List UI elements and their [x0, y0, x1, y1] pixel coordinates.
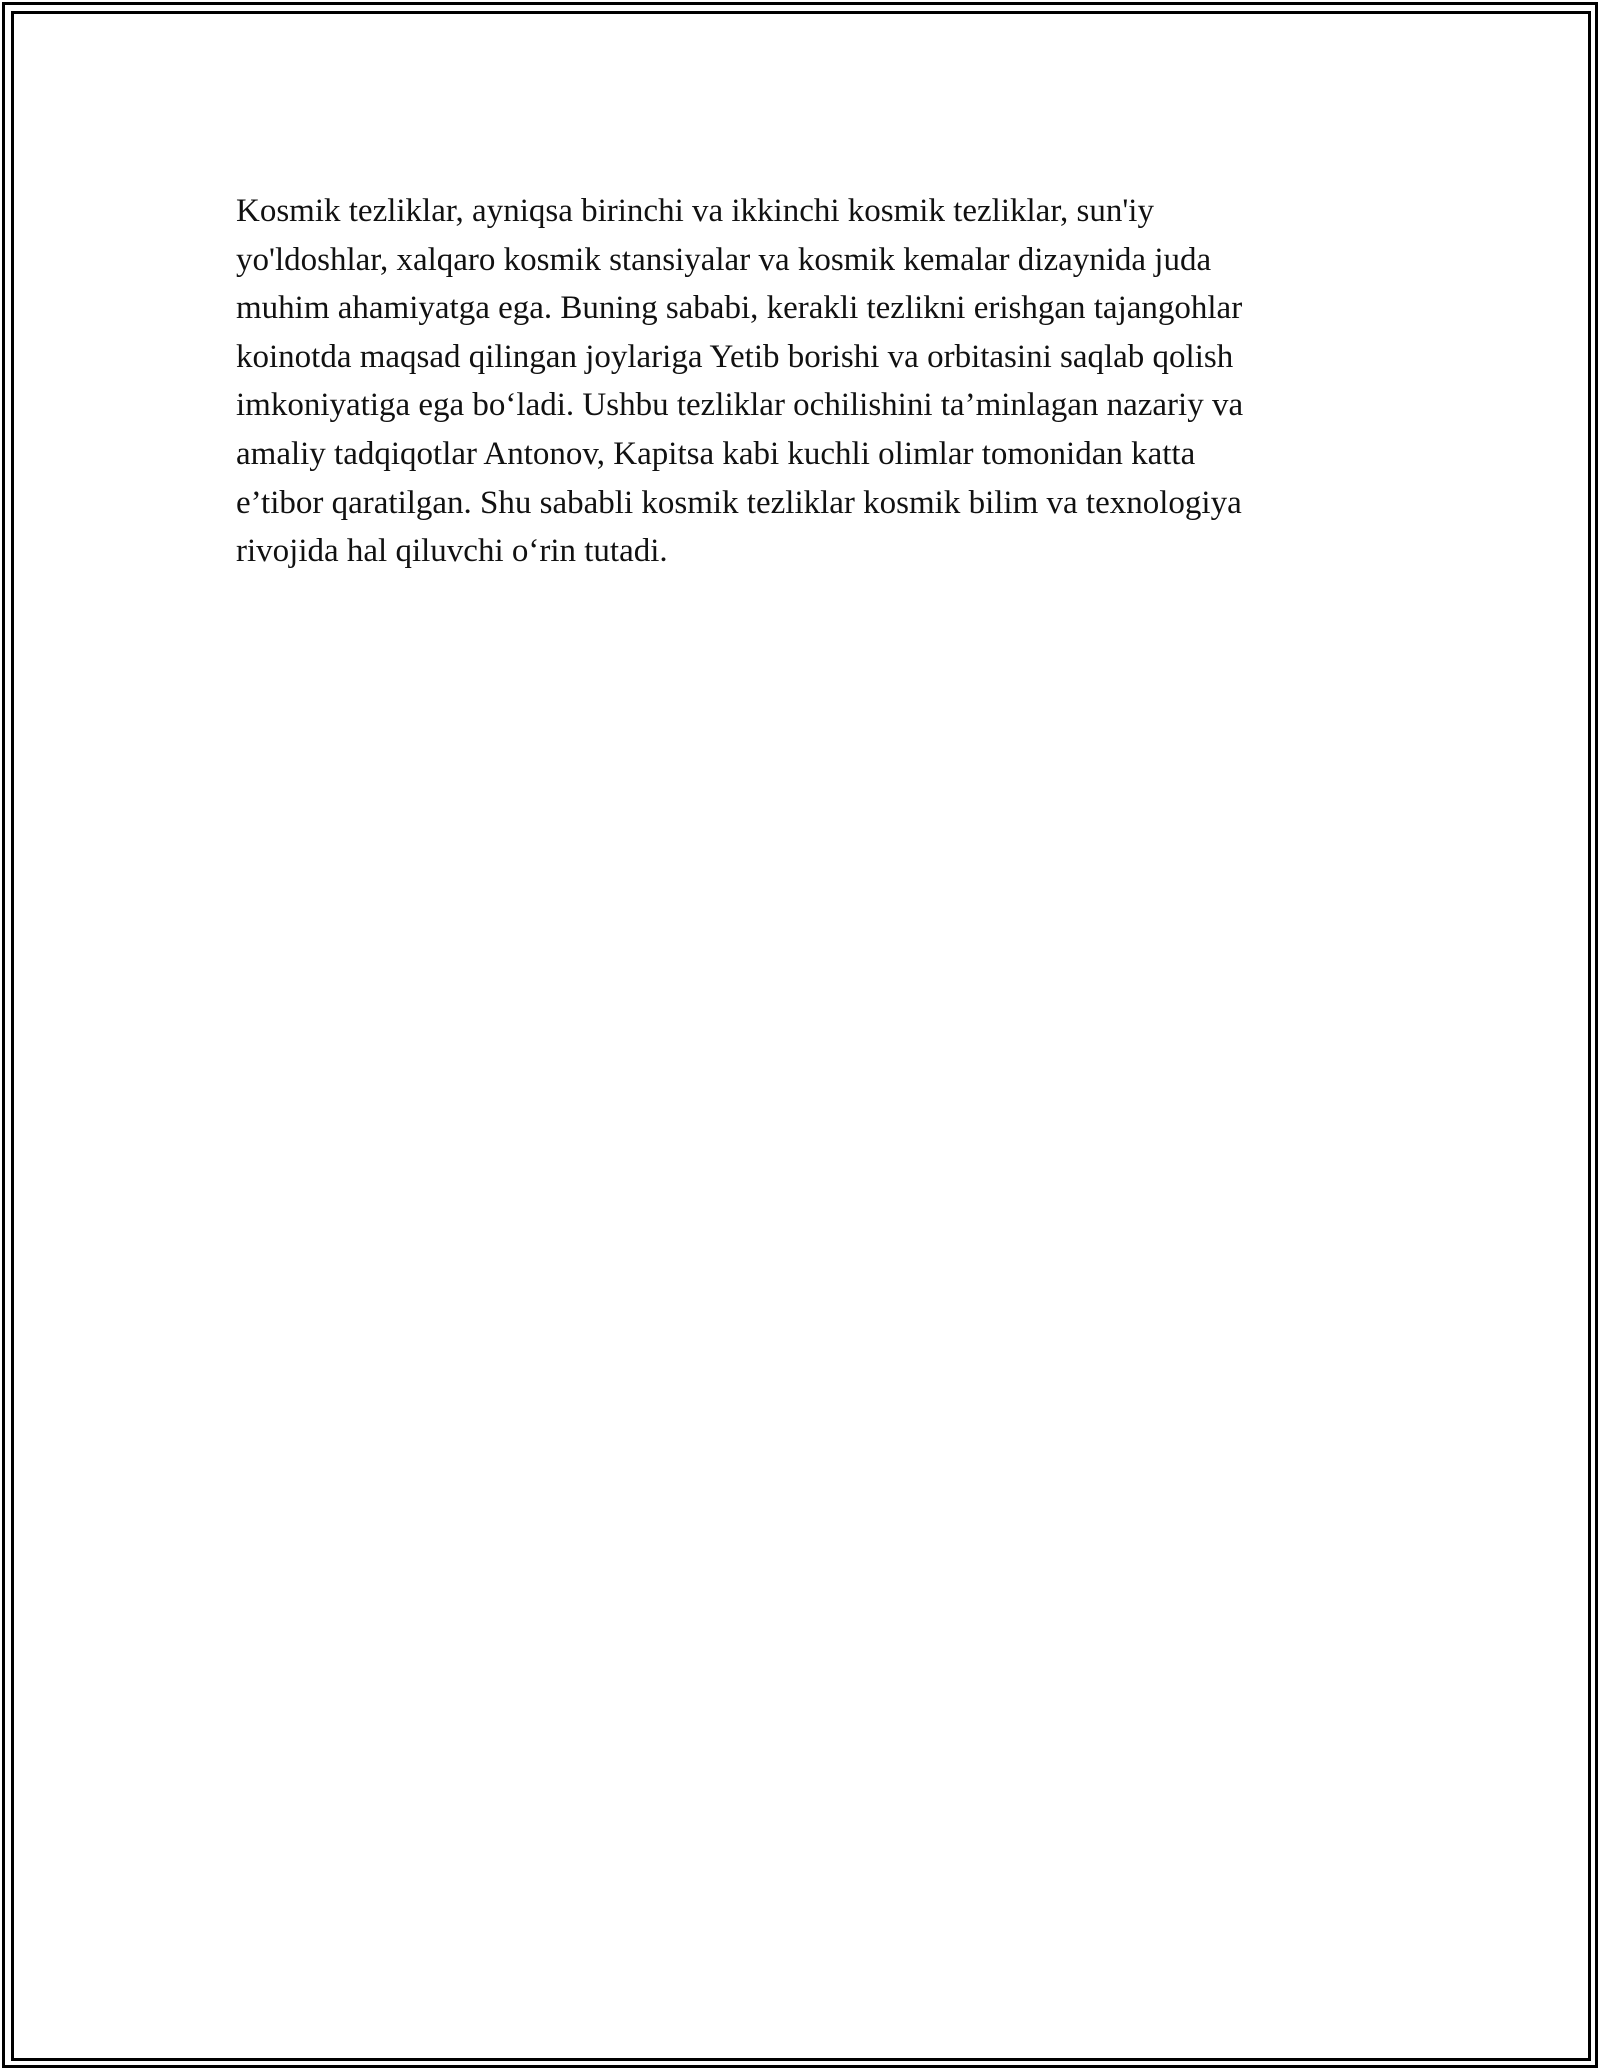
paragraph-line-8: rivojida hal qiluvchi o‘rin tutadi.	[236, 533, 668, 570]
paragraph-line-4: koinotda maqsad qilingan joylariga Yetib borishi va orbitasini saqlab qolish	[236, 338, 1234, 375]
body-paragraph	[236, 187, 1376, 576]
paragraph-line-6: amaliy tadqiqotlar Antonov, Kapitsa kabi kuchli olimlar tomonidan katta	[236, 435, 1196, 472]
paragraph-line-5: imkoniyatiga ega bo‘ladi. Ushbu tezliklar ochilishini ta’minlagan nazariy va	[236, 387, 1244, 424]
paragraph-line-1: Kosmik tezliklar, ayniqsa birinchi va ikkinchi kosmik tezliklar, sun'iy	[236, 193, 1154, 229]
paragraph-line-7: e’tibor qaratilgan. Shu sababli kosmik tezliklar kosmik bilim va texnologiya	[236, 484, 1242, 521]
paragraph-line-2: yo'ldoshlar, xalqaro kosmik stansiyalar va kosmik kemalar dizaynida juda	[236, 241, 1212, 278]
paragraph-line-3: muhim ahamiyatga ega. Buning sababi, kerakli tezlikni erishgan tajangohlar	[236, 290, 1243, 327]
